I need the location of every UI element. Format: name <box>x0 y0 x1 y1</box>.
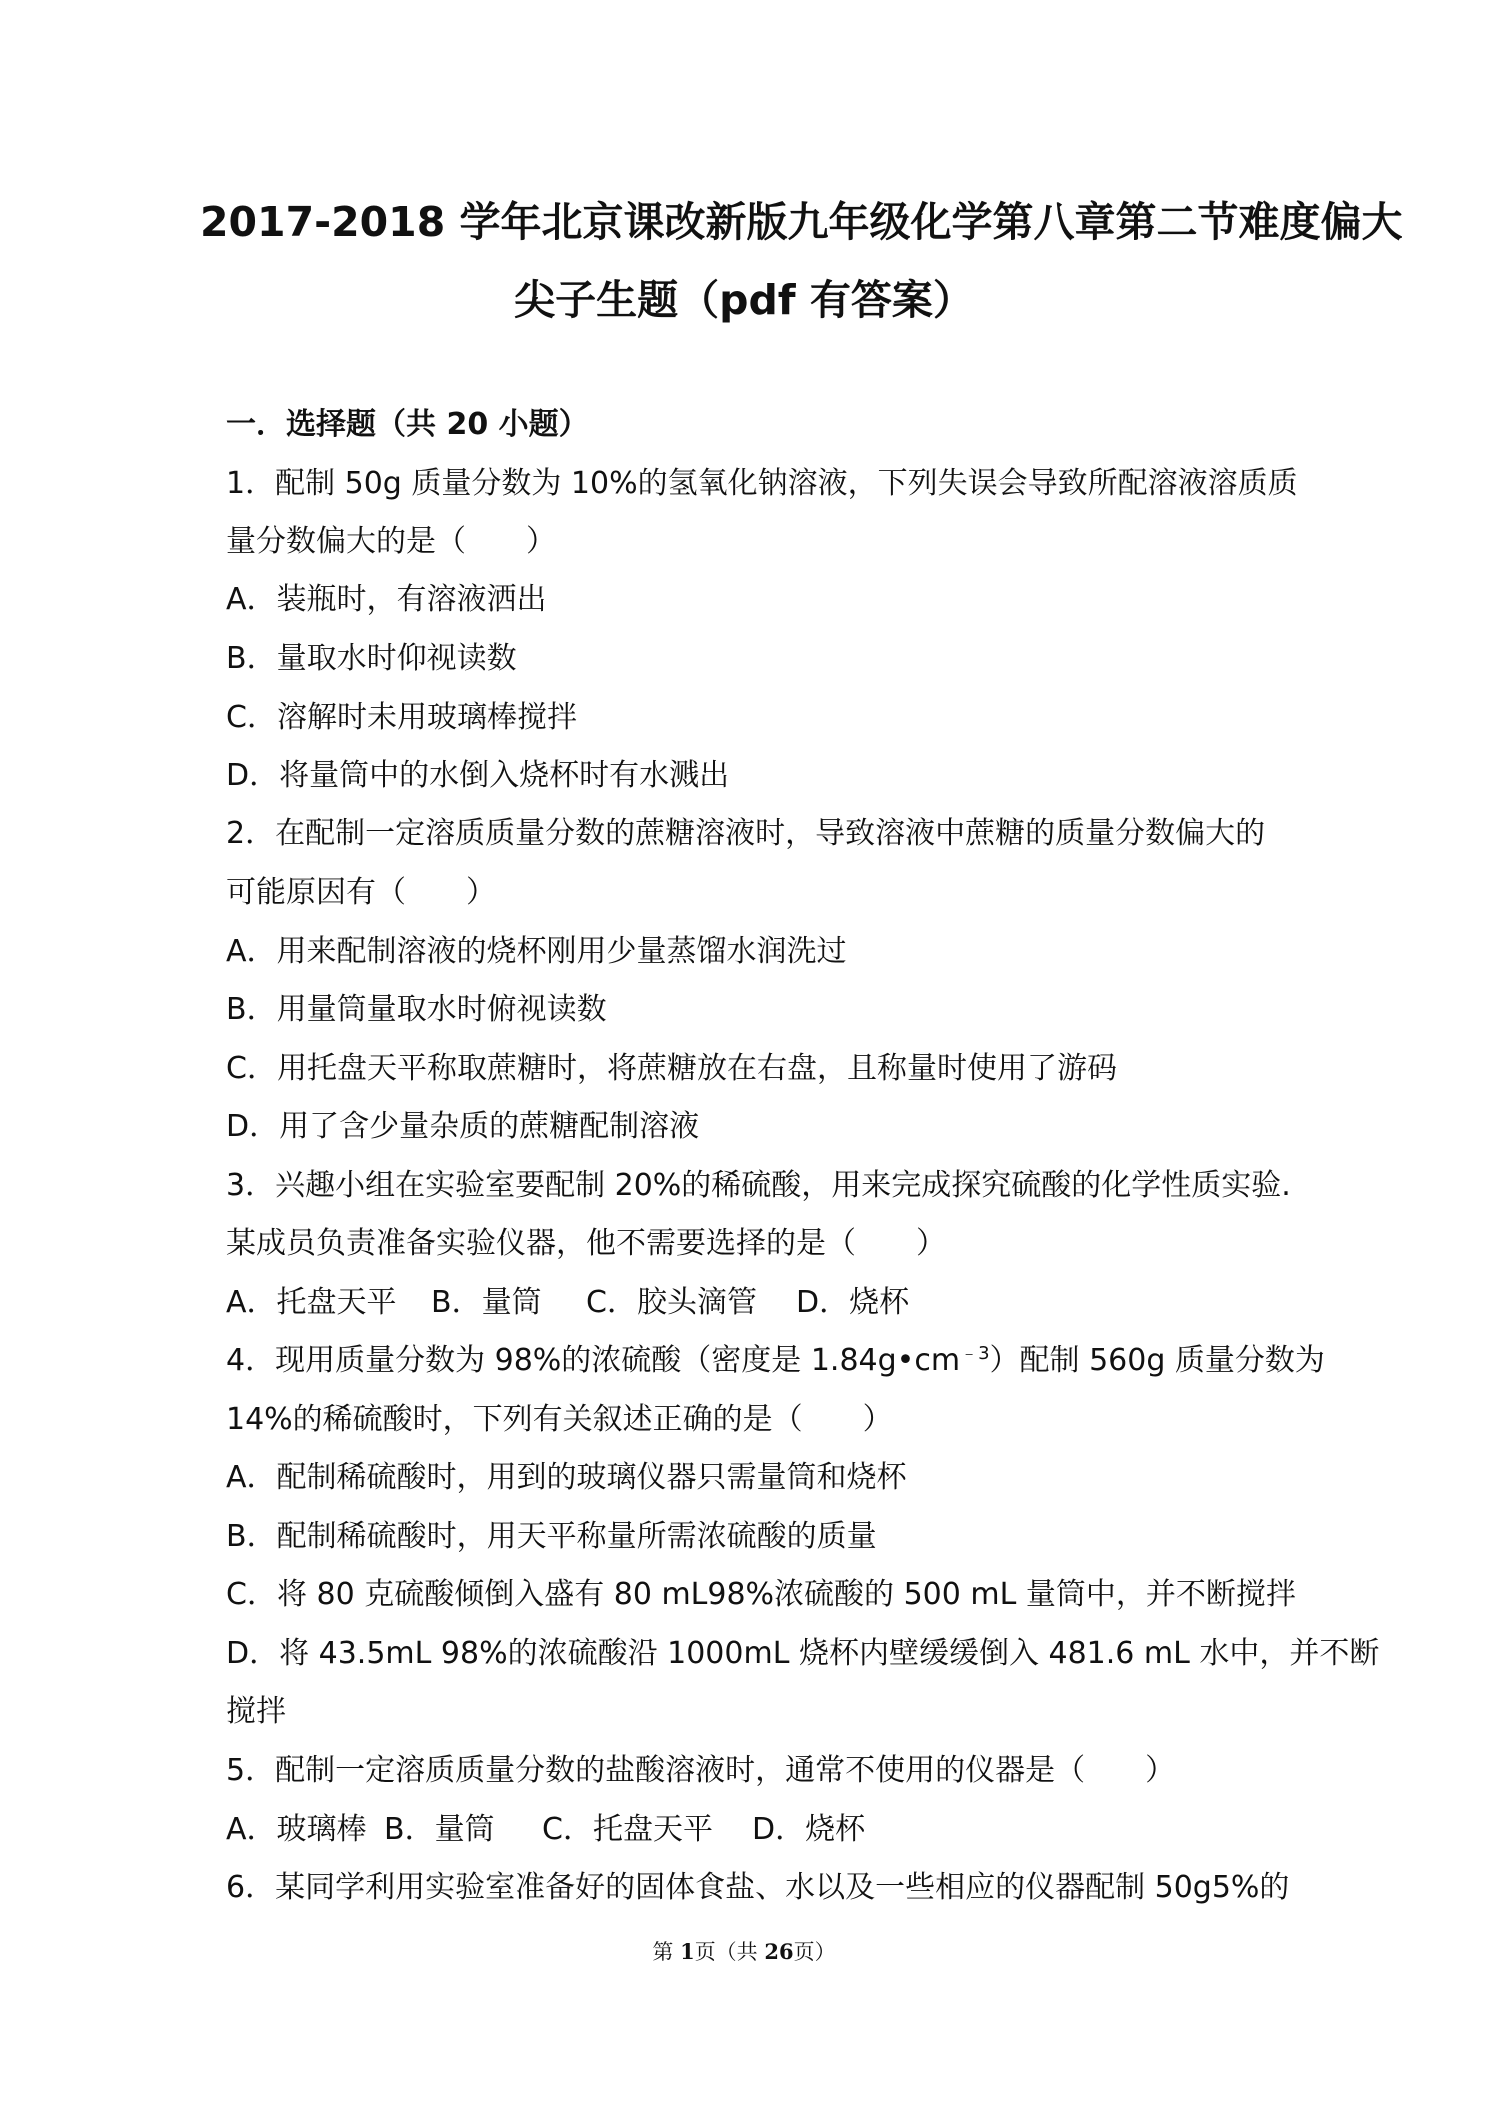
question-1-option-b: B．量取水时仰视读数 <box>226 641 517 676</box>
question-1-stem-line-2: 量分数偏大的是（ ） <box>226 524 556 559</box>
question-4-stem-line-2: 14%的稀硫酸时，下列有关叙述正确的是（ ） <box>226 1402 893 1437</box>
question-1-stem-line-1: 1．配制 50g 质量分数为 10%的氢氧化钠溶液，下列失误会导致所配溶液溶质质 <box>226 466 1298 501</box>
footer-page-number: 1 <box>680 1939 695 1964</box>
question-3-option-b: B．量筒 <box>431 1285 542 1320</box>
question-4-stem-superscript: ﹣3 <box>960 1343 990 1364</box>
question-5-option-b: B．量筒 <box>384 1812 495 1847</box>
question-3-option-a: A．托盘天平 <box>226 1285 397 1320</box>
question-6-stem-line-1: 6．某同学利用实验室准备好的固体食盐、水以及一些相应的仪器配制 50g5%的 <box>226 1870 1290 1905</box>
question-3-option-c: C．胶头滴管 <box>586 1285 757 1320</box>
question-5-option-c: C．托盘天平 <box>542 1812 713 1847</box>
question-3-stem-line-2: 某成员负责准备实验仪器，他不需要选择的是（ ） <box>226 1226 946 1261</box>
question-2-option-c: C．用托盘天平称取蔗糖时，将蔗糖放在右盘，且称量时使用了游码 <box>226 1051 1117 1086</box>
question-3-options <box>226 1285 910 1320</box>
question-1-option-c: C．溶解时未用玻璃棒搅拌 <box>226 700 577 735</box>
question-2-option-d: D．用了含少量杂质的蔗糖配制溶液 <box>226 1109 700 1144</box>
footer-prefix: 第 <box>652 1940 681 1964</box>
question-2-option-b: B．用量筒量取水时俯视读数 <box>226 992 607 1027</box>
question-4-stem-line-1 <box>226 1343 1325 1378</box>
question-2-stem-line-2: 可能原因有（ ） <box>226 875 496 910</box>
question-2-option-a: A．用来配制溶液的烧杯刚用少量蒸馏水润洗过 <box>226 934 847 969</box>
document-title-line-1: 2017-2018 学年北京课改新版九年级化学第八章第二节难度偏大 <box>200 198 1403 246</box>
question-4-option-d: D．将 43.5mL 98%的浓硫酸沿 1000mL 烧杯内壁缓缓倒入 481.6 mL 水中，并不断 <box>226 1636 1380 1671</box>
question-5-option-d: D．烧杯 <box>752 1812 866 1847</box>
question-5-options <box>226 1812 866 1847</box>
question-3-stem-line-1: 3．兴趣小组在实验室要配制 20%的稀硫酸，用来完成探究硫酸的化学性质实验. <box>226 1168 1291 1203</box>
footer-suffix: 页） <box>793 1940 836 1964</box>
question-1-option-d: D．将量筒中的水倒入烧杯时有水溅出 <box>226 758 730 793</box>
question-4-option-a: A．配制稀硫酸时，用到的玻璃仪器只需量筒和烧杯 <box>226 1460 907 1495</box>
question-4-option-c: C．将 80 克硫酸倾倒入盛有 80 mL98%浓硫酸的 500 mL 量筒中，并不断搅拌 <box>226 1577 1296 1612</box>
question-4-stem-part-2: ）配制 560g 质量分数为 <box>989 1343 1325 1378</box>
question-4-option-b: B．配制稀硫酸时，用天平称量所需浓硫酸的质量 <box>226 1519 877 1554</box>
page-footer <box>0 1936 1488 1966</box>
question-3-option-d: D．烧杯 <box>796 1285 910 1320</box>
document-title-line-2: 尖子生题（pdf 有答案） <box>514 276 974 324</box>
question-1-option-a: A．装瓶时，有溶液洒出 <box>226 582 547 617</box>
footer-middle: 页（共 <box>694 1940 765 1964</box>
question-4-stem-part-1: 4．现用质量分数为 98%的浓硫酸（密度是 1.84g•cm <box>226 1343 961 1378</box>
question-5-stem-line-1: 5．配制一定溶质质量分数的盐酸溶液时，通常不使用的仪器是（ ） <box>226 1753 1176 1788</box>
question-2-stem-line-1: 2．在配制一定溶质质量分数的蔗糖溶液时，导致溶液中蔗糖的质量分数偏大的 <box>226 816 1266 851</box>
section-heading: 一．选择题（共 20 小题） <box>226 407 589 442</box>
footer-total-pages: 26 <box>764 1939 794 1964</box>
question-4-option-d-continued: 搅拌 <box>226 1694 286 1729</box>
question-5-option-a: A．玻璃棒 <box>226 1812 367 1847</box>
